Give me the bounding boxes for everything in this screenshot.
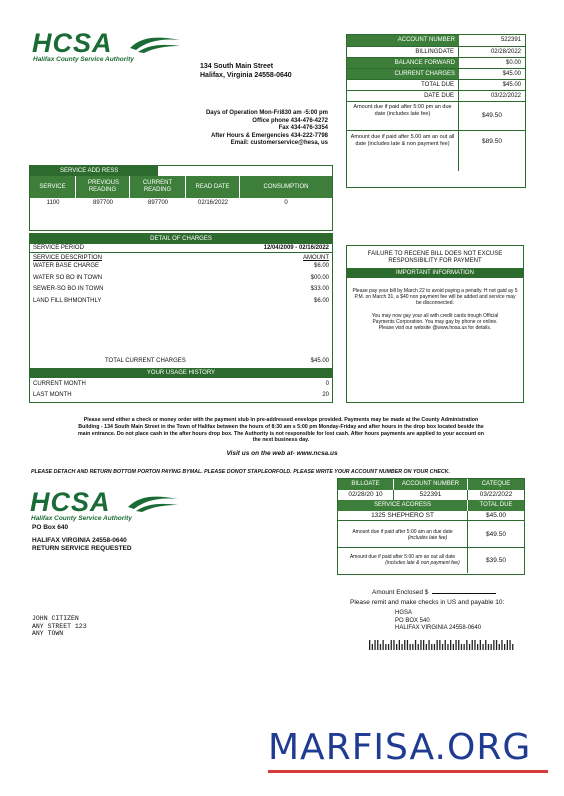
charge-item bbox=[30, 273, 332, 285]
barcode-bar bbox=[450, 640, 451, 650]
charge-desc: WATER BASE CHARGE bbox=[33, 263, 100, 269]
payment-notice: Please send either a check or money order with the payment stub in pre-addressed envelope provided. Payments may be made at the County Administration Building - 134 South Main Street in the Town of Halifax between the hours of 8:30 am s 5:00 pm Monday-Friday and after hours in the drop box located beside the main entrance. Do not place cash in the after hours drop box. The Authority is not responsible for lost cash. After hours payments are applied to your account on the next business day. bbox=[77, 417, 485, 444]
barcode-bar bbox=[488, 644, 489, 650]
stub-swoosh-icon bbox=[126, 493, 180, 513]
barcode-bar bbox=[477, 644, 478, 650]
stub-total-due-header: TOTAL DUE bbox=[479, 502, 513, 508]
barcode-bar bbox=[453, 644, 454, 650]
usage-label: CURRENT MONTH bbox=[33, 381, 86, 387]
barcode-bar bbox=[428, 640, 429, 650]
total-charges-label: TOTAL CURRENT CHARGES bbox=[105, 358, 186, 364]
account-row bbox=[347, 90, 525, 101]
info-para-3: Please visit our website @www.hosa.us for details. bbox=[378, 325, 492, 332]
stub-account: 522391 bbox=[394, 490, 468, 500]
desc-header: SERVICE DESCRIPTION bbox=[33, 255, 102, 261]
late-fee-value: $49.50 bbox=[482, 112, 502, 119]
late-fee-row bbox=[347, 101, 525, 130]
barcode-bar bbox=[437, 640, 438, 650]
total-charges-row bbox=[30, 358, 332, 364]
barcode-bar bbox=[507, 640, 508, 650]
account-row-label: BILLINGDATE bbox=[347, 47, 459, 57]
amount-enclosed bbox=[372, 589, 496, 596]
barcode-bar bbox=[461, 644, 462, 650]
after-hours: After Hours & Emergencies 434-222-7798 bbox=[210, 132, 328, 139]
stub-service-address: 1325 SHEPHERO ST bbox=[338, 511, 468, 520]
remit-address bbox=[395, 610, 481, 633]
logo-tagline: Halifax County Service Authority bbox=[33, 56, 134, 63]
stub-duedate: 03/22/2022 bbox=[479, 491, 513, 498]
barcode-bar bbox=[431, 644, 432, 650]
charge-item bbox=[30, 296, 332, 308]
usage-rows bbox=[30, 379, 332, 401]
barcode-bar bbox=[474, 640, 475, 650]
service-period-value: 12/04/2009 - 02/16/2022 bbox=[263, 245, 329, 251]
barcode-bar bbox=[380, 644, 381, 650]
amount-enclosed-line bbox=[432, 593, 496, 594]
header-previous-reading: PREVIOUS READING bbox=[76, 176, 130, 198]
barcode-bar bbox=[418, 644, 419, 650]
service-address-label: SERVICE ADD RESS bbox=[30, 166, 158, 176]
service-data-row bbox=[30, 198, 332, 208]
logo-letters: HCSA bbox=[32, 28, 113, 58]
stub-city: HALIFAX VIRGINIA 24558-0640 bbox=[32, 537, 127, 544]
office-phone: Office phone 434-476-4272 bbox=[252, 117, 328, 124]
stub-total-due: $45.00 bbox=[486, 512, 506, 519]
barcode-bar bbox=[445, 640, 446, 650]
charge-desc: SEWER-SO BO IN TOWN bbox=[33, 286, 104, 292]
barcode-bar bbox=[383, 640, 384, 650]
stub-logo-letters: HCSA bbox=[30, 487, 111, 517]
stub-po-box: PO Box 640 bbox=[32, 524, 69, 531]
stub-table bbox=[337, 478, 525, 575]
usage-row bbox=[30, 379, 332, 390]
header-service: SERVICE bbox=[30, 176, 76, 198]
charge-desc: WATER SO BO IN TOWN bbox=[33, 274, 103, 281]
barcode-bar bbox=[420, 640, 421, 650]
stub-return-address bbox=[32, 537, 132, 552]
barcode-bar bbox=[493, 640, 494, 650]
days-of-operation: Days of Operation Mon-Fri830 am -5:00 pm bbox=[205, 110, 328, 116]
barcode-bar bbox=[499, 644, 500, 650]
usage-value: 0 bbox=[325, 381, 329, 387]
service-box bbox=[29, 165, 333, 231]
stub-late-label: Amount due if paid after 5:00 am an due date bbox=[352, 529, 453, 535]
barcode-bar bbox=[388, 644, 389, 650]
account-row bbox=[347, 79, 525, 90]
total-charges-value: $45.00 bbox=[310, 358, 329, 364]
barcode-bar bbox=[401, 644, 402, 650]
account-row-value: 522391 bbox=[500, 37, 521, 43]
cell-consumption: 0 bbox=[284, 200, 288, 206]
company-address bbox=[200, 62, 292, 80]
website-notice: Visit us on the web at- www.ncsa.us bbox=[226, 450, 338, 457]
amount-header: AMOUNT bbox=[303, 255, 329, 261]
account-row-value: 03/22/2022 bbox=[490, 93, 521, 99]
barcode-bar bbox=[509, 640, 510, 650]
important-info-title: IMPORTANT INFORMATION bbox=[347, 268, 523, 278]
account-row-label: BALANCE FORWARD bbox=[347, 58, 459, 68]
charge-desc: LAND FILL BHMONTHLY bbox=[33, 297, 102, 304]
barcode-bar bbox=[423, 640, 424, 650]
barcode-bar bbox=[491, 644, 492, 650]
charge-items bbox=[30, 261, 332, 307]
account-row bbox=[347, 46, 525, 57]
stub-service-header-row bbox=[338, 500, 524, 511]
amount-enclosed-label: Amount Enclosed $ bbox=[372, 589, 429, 596]
barcode-bar bbox=[410, 644, 411, 650]
customer-name: JOHN CITIZEN bbox=[32, 615, 79, 622]
barcode-bar bbox=[426, 644, 427, 650]
late-nonpay-row bbox=[347, 130, 525, 171]
barcode-bar bbox=[496, 640, 497, 650]
warning-text: FAILURE TO RECENE BILL DOES NOT EXCUSE RESPONSIBILITY FOR PAYMENT bbox=[367, 251, 503, 264]
barcode-bar bbox=[466, 640, 467, 650]
customer-street: ANY STREET 123 bbox=[32, 622, 87, 630]
stub-header-duedate: CATEQUE bbox=[481, 481, 511, 487]
barcode-bar bbox=[374, 640, 375, 650]
barcode-bar bbox=[407, 640, 408, 650]
late-fee-label: Amount due if paid after 5:00 pm an due date (includes late fee) bbox=[347, 102, 459, 130]
stub-logo-tagline: Halifax County Service Authority bbox=[31, 515, 132, 522]
remit-box: PO BOX 540 bbox=[395, 617, 430, 624]
barcode-bar bbox=[447, 644, 448, 650]
barcode-bar bbox=[372, 644, 373, 650]
barcode-bar bbox=[391, 640, 392, 650]
stub-late-sublabel: (includes late fee) bbox=[407, 535, 448, 541]
charge-amount: $00.00 bbox=[310, 274, 329, 281]
account-row bbox=[347, 35, 525, 46]
cell-read-date: 02/16/2022 bbox=[197, 200, 229, 206]
barcode-bar bbox=[480, 640, 481, 650]
stub-hcsa-logo bbox=[30, 487, 180, 525]
barcode-bar bbox=[442, 644, 443, 650]
charge-amount: $6.00 bbox=[313, 263, 329, 269]
customer-town: ANY TOWN bbox=[32, 630, 64, 637]
stub-late-row bbox=[338, 521, 524, 548]
account-summary-box bbox=[346, 34, 526, 188]
late-nonpay-value: $89.50 bbox=[482, 138, 502, 145]
account-row bbox=[347, 57, 525, 68]
barcode-bar bbox=[469, 644, 470, 650]
stub-header-row bbox=[338, 479, 524, 490]
fax: Fax 434-476-3354 bbox=[278, 125, 328, 131]
watermark bbox=[268, 728, 554, 773]
usage-title: YOUR USAGE HISTORY bbox=[30, 368, 332, 378]
stub-billdate: 02/28/20 10 bbox=[338, 490, 394, 500]
hcsa-logo bbox=[32, 28, 182, 66]
barcode-bar bbox=[434, 644, 435, 650]
account-row-label: CURRENT CHARGES bbox=[347, 69, 459, 79]
charge-amount: $6.00 bbox=[313, 297, 329, 304]
barcode-bar bbox=[369, 640, 370, 650]
account-row-value: $45.00 bbox=[502, 82, 521, 88]
stub-late-value: $49.50 bbox=[486, 531, 506, 538]
header-current-reading: CURRENT READING bbox=[130, 176, 186, 198]
barcode-bar bbox=[504, 644, 505, 650]
charges-title: DETAIL OF CHARGES bbox=[30, 234, 332, 244]
barcode-bar bbox=[512, 644, 513, 650]
barcode-bar bbox=[439, 640, 440, 650]
barcode-bar bbox=[464, 644, 465, 650]
cell-current-reading: 897700 bbox=[147, 200, 169, 206]
charges-header-row bbox=[30, 253, 332, 261]
service-address-bar bbox=[30, 166, 332, 176]
info-para-2: You may now gay your all with credit cards trough Official Payments Corporation. You may gay by phone or online. bbox=[371, 312, 499, 325]
service-header-row bbox=[30, 176, 332, 198]
stub-header-billdate: BILLOATE bbox=[338, 479, 394, 490]
contact-info bbox=[188, 110, 328, 148]
usage-row bbox=[30, 390, 332, 401]
customer-address bbox=[32, 615, 87, 638]
charge-amount: $33.00 bbox=[310, 286, 329, 292]
barcode-bar bbox=[404, 640, 405, 650]
account-row-label: ACCOUNT NUMBER bbox=[347, 35, 459, 46]
charges-box bbox=[29, 233, 333, 403]
account-row-value: $0.00 bbox=[505, 60, 521, 66]
header-read-date: READ DATE bbox=[186, 176, 240, 198]
barcode-bar bbox=[472, 640, 473, 650]
barcode-bar bbox=[377, 640, 378, 650]
address-line-1: 134 South Main Street bbox=[200, 63, 274, 70]
cell-service: 1100 bbox=[46, 200, 60, 206]
barcode-bar bbox=[399, 640, 400, 650]
barcode-bar bbox=[455, 640, 456, 650]
account-row-value: 02/28/2022 bbox=[490, 49, 521, 55]
detach-instructions: PLEASE DETACH AND RETURN BOTTOM PORTON PAYING BYMAL. PLEASE DONOT STAPLEORFOLD. PLEASE WRITE YOUR ACCOUNT NUMBER ON YOUR CHECK. bbox=[31, 469, 450, 475]
barcode-bar bbox=[393, 640, 394, 650]
account-row-value: $45.00 bbox=[502, 71, 521, 77]
barcode-bar bbox=[501, 640, 502, 650]
barcode-bar bbox=[396, 644, 397, 650]
swoosh-icon bbox=[128, 34, 182, 54]
email: Email: customerservice@hesa, us bbox=[230, 140, 328, 146]
service-period-row bbox=[30, 244, 332, 253]
charge-item bbox=[30, 284, 332, 296]
cell-previous-reading: 897700 bbox=[92, 200, 114, 206]
barcode-bar bbox=[415, 640, 416, 650]
stub-service-address-header: SERVICE ACORESS bbox=[338, 500, 468, 511]
postal-barcode bbox=[369, 640, 519, 650]
remit-city: HALIFAX VIRGINIA 24558-0640 bbox=[395, 625, 482, 631]
barcode-bar bbox=[482, 644, 483, 650]
info-box bbox=[346, 245, 524, 403]
stub-return-service: RETURN SERVICE REQUESTED bbox=[32, 544, 132, 552]
header-consumption: CONSUMPTION bbox=[263, 184, 309, 190]
account-row-label: DATE DUE bbox=[347, 91, 459, 101]
stub-service-value-row bbox=[338, 511, 524, 521]
watermark-underline bbox=[268, 770, 548, 773]
stub-nonpay-label: Amount due if paid after 5:00 am an out all date bbox=[349, 554, 456, 560]
account-row bbox=[347, 68, 525, 79]
remit-name: HGSA bbox=[395, 610, 413, 616]
stub-header-account: ACCOUNT NUMBER bbox=[394, 479, 468, 490]
usage-value: 20 bbox=[322, 392, 329, 398]
account-rows bbox=[347, 35, 525, 101]
account-row-label: TOTAL DUE bbox=[347, 80, 459, 90]
late-nonpay-label: Amount due if paid after 5.00 am an out all date (includes late & non payment fee) bbox=[347, 131, 459, 171]
watermark-text: MARFISA.ORG bbox=[268, 727, 532, 768]
usage-label: LAST MONTH bbox=[33, 392, 72, 398]
barcode-bar bbox=[485, 640, 486, 650]
barcode-bar bbox=[412, 644, 413, 650]
barcode-bar bbox=[458, 640, 459, 650]
stub-value-row bbox=[338, 490, 524, 500]
remit-instructions: Please remit and make checks in US and payable 10: bbox=[350, 599, 505, 606]
service-period-label: SERVICE PERIOD bbox=[33, 245, 84, 251]
barcode-bar bbox=[385, 644, 386, 650]
stub-nonpay-value: $39.50 bbox=[486, 557, 506, 564]
info-para-1: Please pay your bill by March 22 to avoid paying a penalty. H not gaid ay 5 P.M. on March 31, a $40 non payment fee will be added and service may be disconnected. bbox=[352, 288, 518, 307]
stub-nonpay-sublabel: (includes late & non payment fee) bbox=[385, 560, 460, 566]
address-line-2: Halifax, Virginia 24558-0640 bbox=[200, 72, 292, 79]
charge-item bbox=[30, 261, 332, 273]
stub-nonpay-row bbox=[338, 548, 524, 573]
